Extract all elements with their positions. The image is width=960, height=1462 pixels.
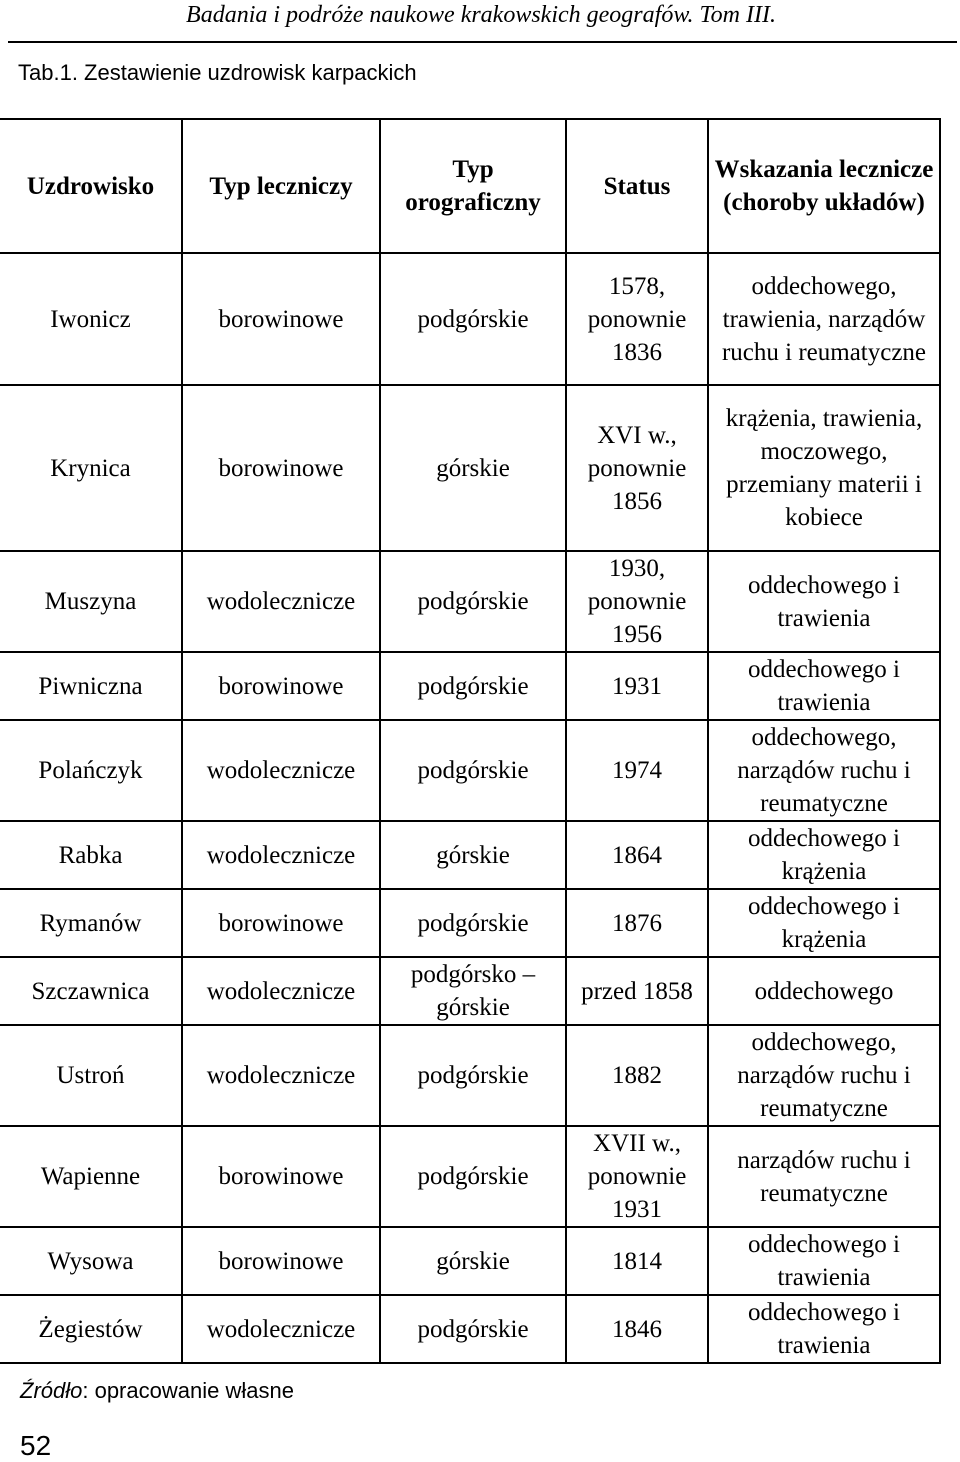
status-cell: 1930, ponownie 1956: [566, 551, 708, 652]
orography-cell: podgórskie: [380, 1126, 566, 1227]
spa-name-cell: Żegiestów: [0, 1295, 182, 1363]
orography-cell: podgórskie: [380, 1295, 566, 1363]
orography-cell: podgórskie: [380, 652, 566, 720]
therapy-type-cell: wodolecznicze: [182, 957, 380, 1025]
table-row: [0, 1126, 940, 1227]
spa-name-cell: Polańczyk: [0, 720, 182, 821]
orography-cell: górskie: [380, 821, 566, 889]
table-row: [0, 889, 940, 957]
indications-cell: krążenia, trawienia, moczowego, przemiany materii i kobiece: [708, 385, 940, 551]
table-row: [0, 385, 940, 551]
status-cell: 1876: [566, 889, 708, 957]
indications-cell: oddechowego i trawienia: [708, 652, 940, 720]
table-row: [0, 1295, 940, 1363]
spa-name-cell: Iwonicz: [0, 253, 182, 385]
orography-cell: podgórskie: [380, 720, 566, 821]
status-cell: XVII w., ponownie 1931: [566, 1126, 708, 1227]
spa-name-cell: Wapienne: [0, 1126, 182, 1227]
therapy-type-cell: borowinowe: [182, 1126, 380, 1227]
status-cell: 1814: [566, 1227, 708, 1295]
therapy-type-cell: borowinowe: [182, 1227, 380, 1295]
column-header: Typ leczniczy: [182, 119, 380, 253]
status-cell: 1578, ponownie 1836: [566, 253, 708, 385]
therapy-type-cell: wodolecznicze: [182, 551, 380, 652]
therapy-type-cell: borowinowe: [182, 889, 380, 957]
page-number: 52: [20, 1430, 52, 1461]
indications-cell: oddechowego i krążenia: [708, 821, 940, 889]
spa-table: [0, 118, 941, 1364]
spa-name-cell: Rymanów: [0, 889, 182, 957]
indications-cell: oddechowego i trawienia: [708, 1295, 940, 1363]
column-header: Uzdrowisko: [0, 119, 182, 253]
table-row: [0, 253, 940, 385]
orography-cell: górskie: [380, 1227, 566, 1295]
therapy-type-cell: wodolecznicze: [182, 1295, 380, 1363]
table-row: [0, 1227, 940, 1295]
column-header: Wskazania lecznicze (choroby układów): [708, 119, 940, 253]
spa-name-cell: Ustroń: [0, 1025, 182, 1126]
table-row: [0, 957, 940, 1025]
table-row: [0, 1025, 940, 1126]
therapy-type-cell: wodolecznicze: [182, 821, 380, 889]
indications-cell: oddechowego i krążenia: [708, 889, 940, 957]
column-header: Typ orograficzny: [380, 119, 566, 253]
spa-name-cell: Piwniczna: [0, 652, 182, 720]
table-row: [0, 720, 940, 821]
indications-cell: oddechowego: [708, 957, 940, 1025]
status-cell: XVI w., ponownie 1856: [566, 385, 708, 551]
indications-cell: oddechowego, narządów ruchu i reumatyczne: [708, 1025, 940, 1126]
status-cell: 1931: [566, 652, 708, 720]
spa-name-cell: Krynica: [0, 385, 182, 551]
table-row: [0, 821, 940, 889]
spa-name-cell: Wysowa: [0, 1227, 182, 1295]
status-cell: 1864: [566, 821, 708, 889]
spa-name-cell: Rabka: [0, 821, 182, 889]
therapy-type-cell: borowinowe: [182, 652, 380, 720]
spa-name-cell: Szczawnica: [0, 957, 182, 1025]
column-header: Status: [566, 119, 708, 253]
status-cell: 1882: [566, 1025, 708, 1126]
source-text: : opracowanie własne: [82, 1378, 294, 1403]
source-label: Źródło: [20, 1378, 83, 1403]
indications-cell: oddechowego i trawienia: [708, 1227, 940, 1295]
header-rule: [8, 41, 957, 43]
orography-cell: podgórskie: [380, 889, 566, 957]
therapy-type-cell: borowinowe: [182, 253, 380, 385]
therapy-type-cell: wodolecznicze: [182, 720, 380, 821]
source-note: [20, 1376, 294, 1406]
indications-cell: oddechowego i trawienia: [708, 551, 940, 652]
therapy-type-cell: borowinowe: [182, 385, 380, 551]
orography-cell: podgórsko – górskie: [380, 957, 566, 1025]
indications-cell: oddechowego, trawienia, narządów ruchu i reumatyczne: [708, 253, 940, 385]
table-caption: Tab.1. Zestawienie uzdrowisk karpackich: [18, 60, 417, 85]
table-row: [0, 652, 940, 720]
orography-cell: podgórskie: [380, 1025, 566, 1126]
table-header-row: [0, 119, 940, 253]
running-header: Badania i podróże naukowe krakowskich geografów. Tom III.: [186, 2, 776, 28]
indications-cell: oddechowego, narządów ruchu i reumatyczne: [708, 720, 940, 821]
status-cell: 1846: [566, 1295, 708, 1363]
spa-name-cell: Muszyna: [0, 551, 182, 652]
orography-cell: podgórskie: [380, 551, 566, 652]
table-row: [0, 551, 940, 652]
orography-cell: podgórskie: [380, 253, 566, 385]
status-cell: przed 1858: [566, 957, 708, 1025]
indications-cell: narządów ruchu i reumatyczne: [708, 1126, 940, 1227]
orography-cell: górskie: [380, 385, 566, 551]
therapy-type-cell: wodolecznicze: [182, 1025, 380, 1126]
status-cell: 1974: [566, 720, 708, 821]
